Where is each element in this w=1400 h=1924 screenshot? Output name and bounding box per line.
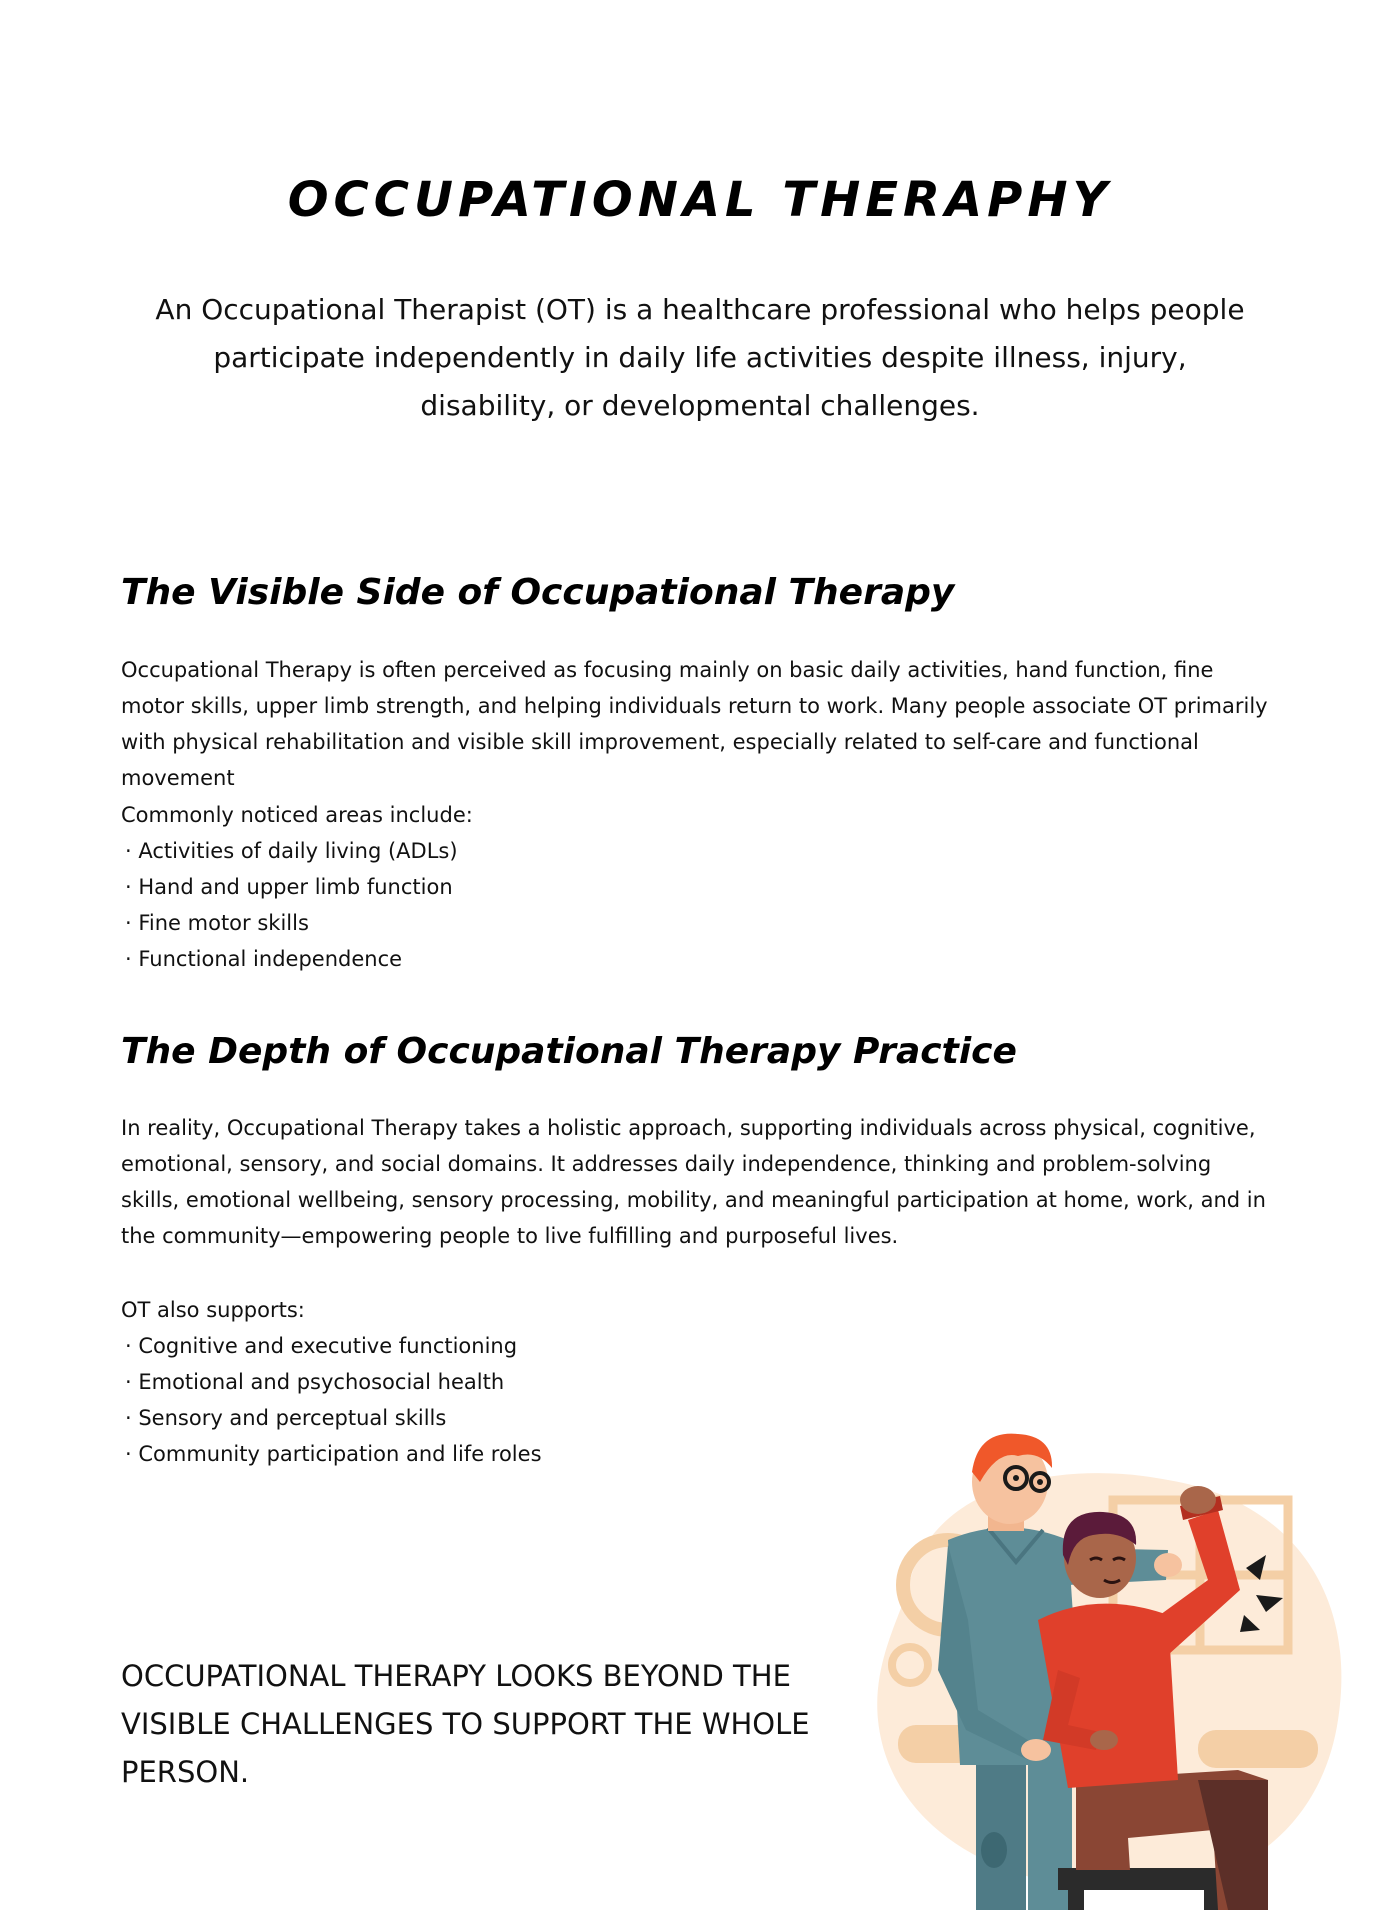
patient-hand <box>1180 1486 1216 1514</box>
list-item: · Functional independence <box>125 947 403 971</box>
list-item: · Activities of daily living (ADLs) <box>125 839 458 863</box>
chair <box>1058 1868 1228 1890</box>
page-title: OCCUPATIONAL THERAPHY <box>287 172 1113 228</box>
patient-hand <box>1090 1730 1118 1750</box>
section-depth-paragraph: In reality, Occupational Therapy takes a holistic approach, supporting individuals across physical, cognitive, emotional, sensory, and social domains. It addresses daily independence, thinking and problem-solving skills, emotional wellbeing, sensory processing, mobility, and meaningful participation at home, work, and in the community—empowering people to live fulfilling and purposeful lives. <box>121 1116 1266 1248</box>
therapist-hand <box>1154 1553 1182 1577</box>
section-visible-list <box>121 797 1271 977</box>
section-visible-heading: The Visible Side of Occupational Therapy <box>121 572 955 613</box>
list-item: · Fine motor skills <box>125 911 309 935</box>
list-item: · Hand and upper limb function <box>125 875 453 899</box>
section-visible-paragraph: Occupational Therapy is often perceived as focusing mainly on basic daily activities, hand function, fine motor skills, upper limb strength, and helping individuals return to work. Many people associate OT primarily with physical rehabilitation and visible skill improvement, especially related to self-care and functional movement <box>121 658 1268 790</box>
list-item: · Sensory and perceptual skills <box>125 1406 447 1430</box>
list-title: Commonly noticed areas include: <box>121 803 473 827</box>
therapist-leg <box>976 1750 1026 1910</box>
closing-statement: OCCUPATIONAL THERAPY LOOKS BEYOND THE VISIBLE CHALLENGES TO SUPPORT THE WHOLE PERSON. <box>121 1659 810 1789</box>
therapist-hand <box>1021 1739 1051 1761</box>
bench-shape <box>1198 1730 1318 1768</box>
list-title: OT also supports: <box>121 1298 305 1322</box>
list-item: · Emotional and psychosocial health <box>125 1370 505 1394</box>
intro-paragraph: An Occupational Therapist (OT) is a healthcare professional who helps people participate independently in daily life activities despite illness, injury, disability, or developmental challenges. <box>155 293 1245 422</box>
therapy-illustration <box>868 1420 1348 1910</box>
list-item: · Cognitive and executive functioning <box>125 1334 518 1358</box>
section-depth-heading: The Depth of Occupational Therapy Practice <box>121 1031 1017 1072</box>
list-item: · Community participation and life roles <box>125 1442 542 1466</box>
